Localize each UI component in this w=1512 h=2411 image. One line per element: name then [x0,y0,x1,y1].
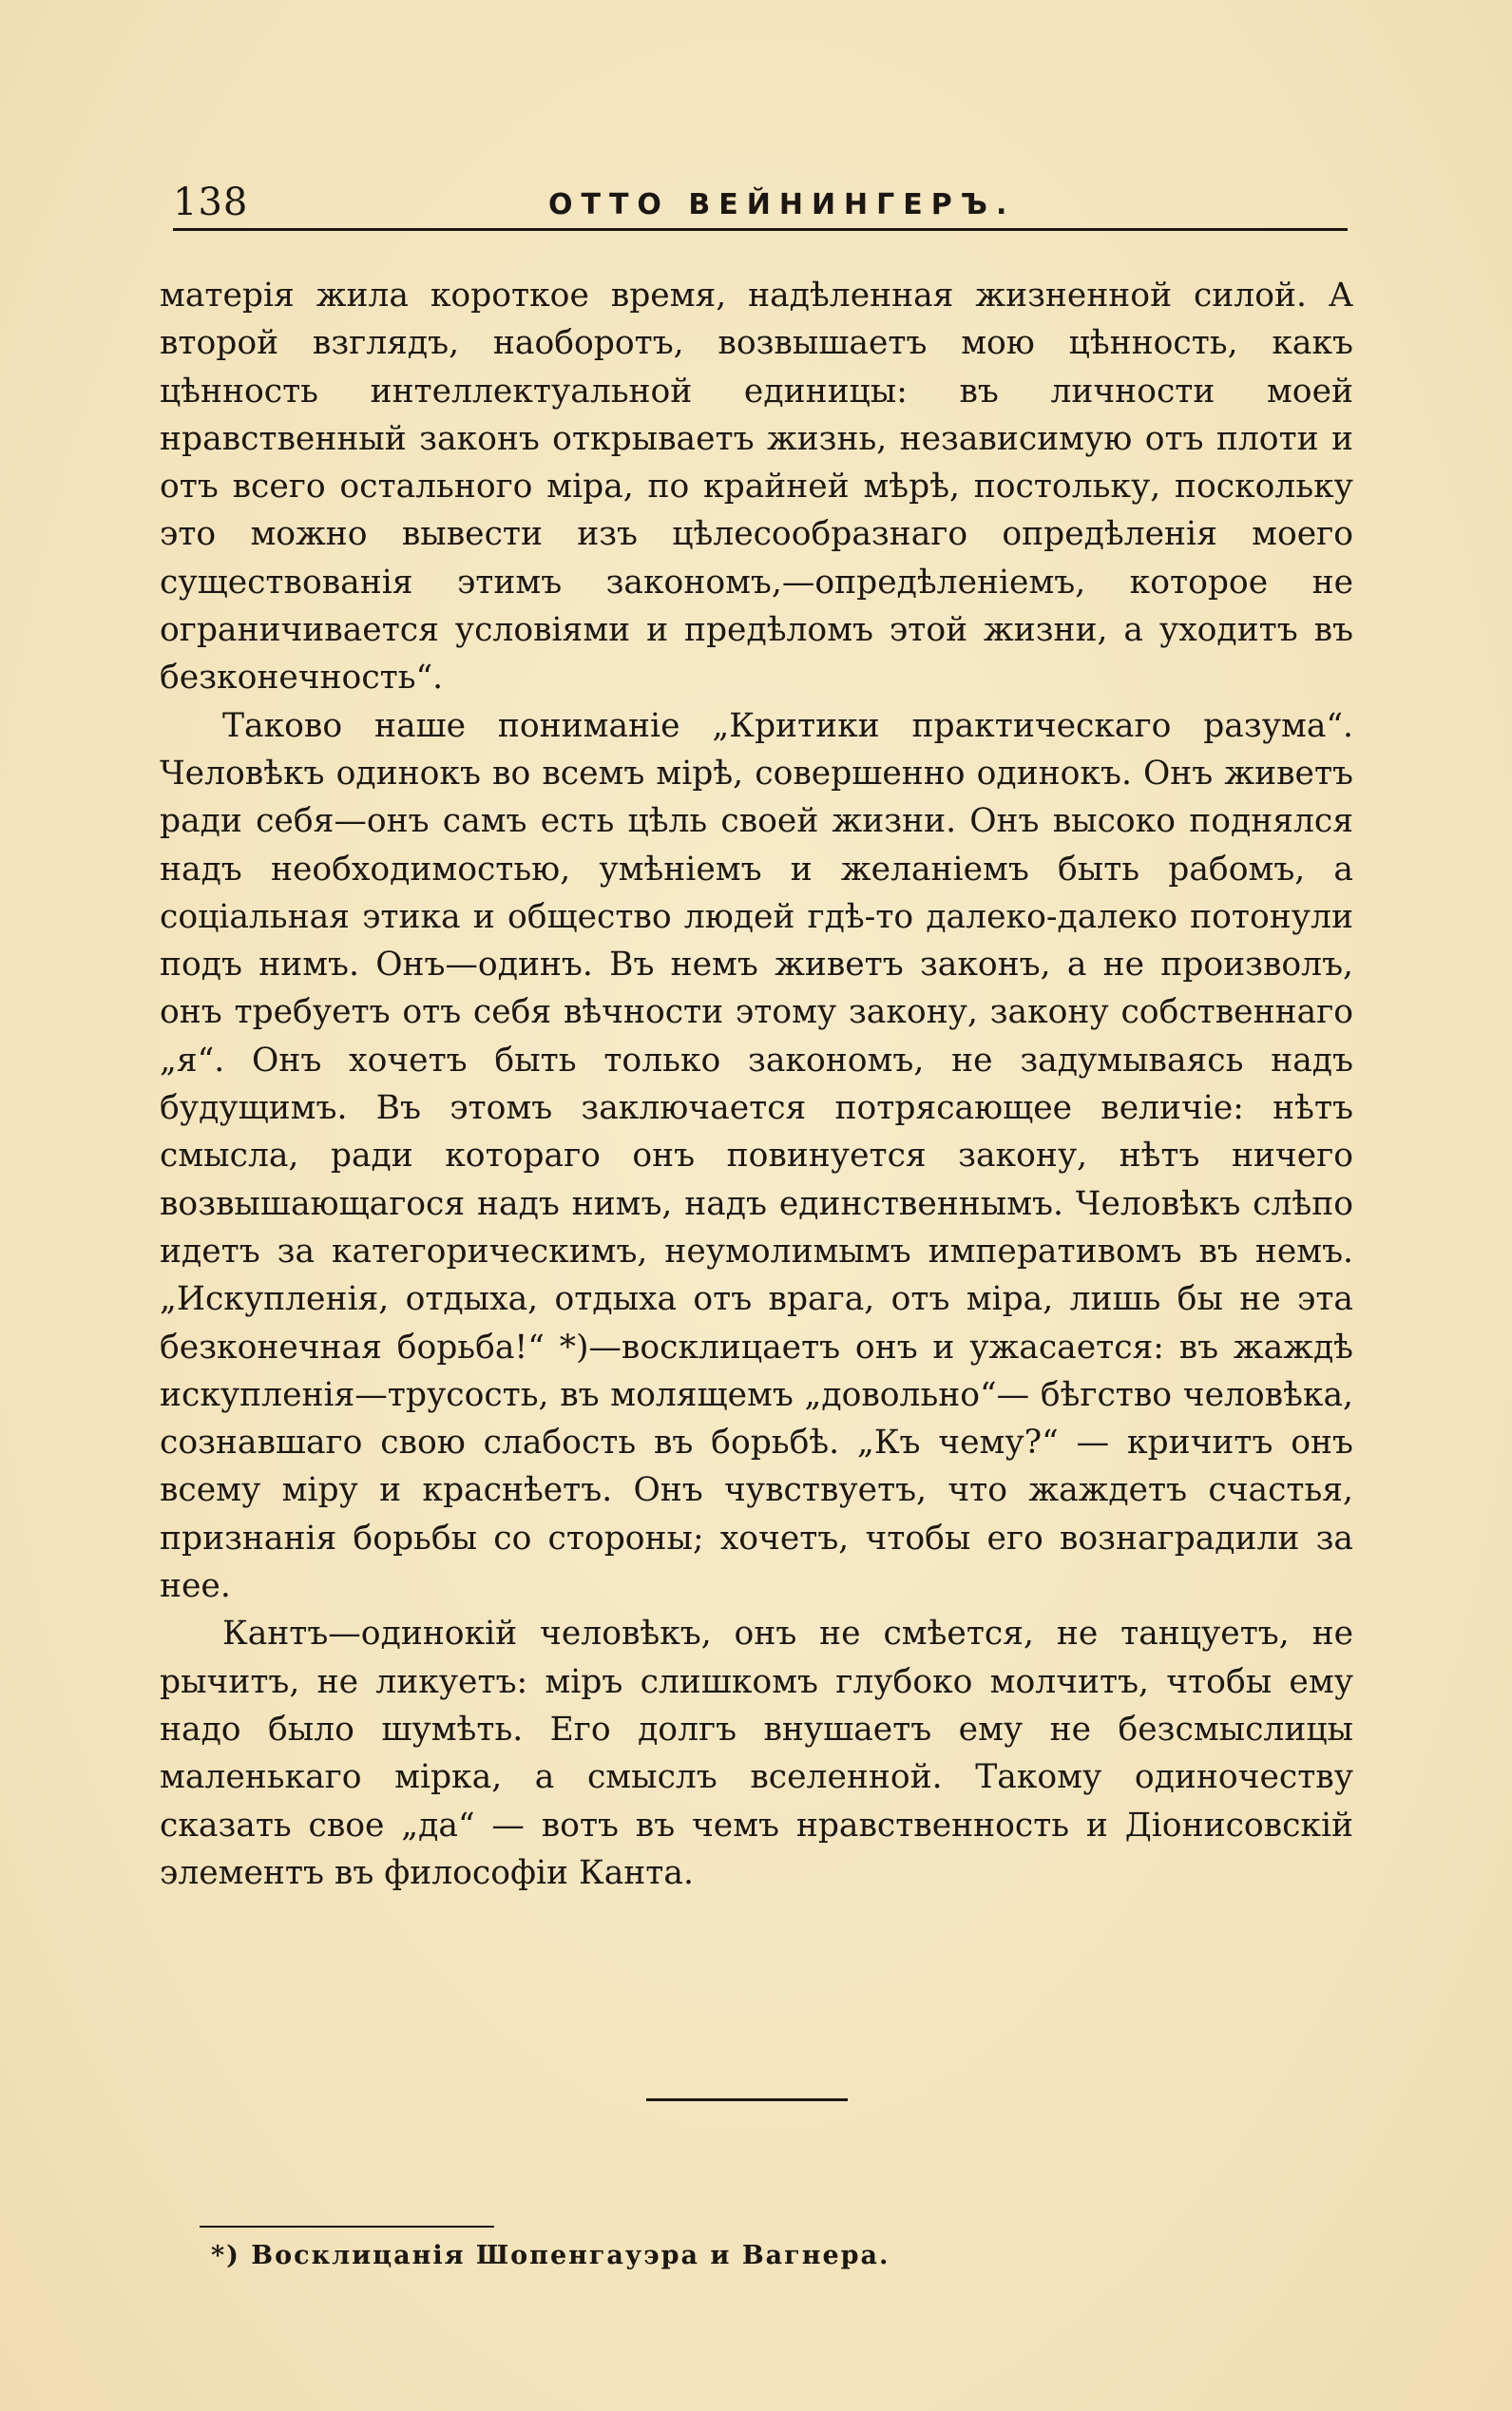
header-rule [173,228,1348,231]
section-divider [646,2098,848,2101]
body-text [160,272,1353,1897]
paragraph-critique: Таково наше пониманіе „Критики практическаго разума“. Человѣкъ одинокъ во всемъ мірѣ, совершенно одинокъ. Онъ живетъ ради себя—онъ самъ есть цѣль своей жизни. Онъ высоко поднялся надъ необходимостью, умѣніемъ и желаніемъ быть рабомъ, а соціальная этика и общество людей гдѣ-то далеко-далеко потонули подъ нимъ. Онъ—одинъ. Въ немъ живетъ законъ, а не произволъ, онъ требуетъ отъ себя вѣчности этому закону, закону собственнаго „я“. Онъ хочетъ быть только закономъ, не задумываясь надъ будущимъ. Въ этомъ заключается потрясающее величіе: нѣтъ смысла, ради котораго онъ повинуется закону, нѣтъ ничего возвышающагося надъ нимъ, надъ единственнымъ. Человѣкъ слѣпо идетъ за категорическимъ, неумолимымъ императивомъ въ немъ. „Искупленія, отдыха, отдыха отъ врага, отъ міра, лишь бы не эта безконечная борьба!“ *)—восклицаетъ онъ и ужасается: въ жаждѣ искупленія—трусость, въ молящемъ „довольно“— бѣгство человѣка, сознавшаго свою слабость въ борьбѣ. „Къ чему?“ — кричитъ онъ всему міру и краснѣетъ. Онъ чувствуетъ, что жаждетъ счастья, признанія борьбы со стороны; хочетъ, чтобы его вознаградили за нее. [160,706,1353,1606]
footnote-rule [200,2226,494,2228]
page-number: 138 [173,181,249,224]
running-title: ОТТО ВЕЙНИНГЕРЪ. [548,188,1016,221]
paragraph-kant: Кантъ—одинокій человѣкъ, онъ не смѣется, не танцуетъ, не рычитъ, не ликуетъ: міръ слишкомъ глубоко молчитъ, чтобы ему надо было шумѣть. Его долгъ внушаетъ ему не безсмыслицы маленькаго мірка, а смыслъ вселенной. Такому одиночеству сказать свое „да“ — вотъ въ чемъ нравственность и Діонисовскій элементъ въ философіи Канта. [160,1615,1353,1892]
page-header [173,181,1348,228]
paragraph-continued: матерія жила короткое время, надѣленная жизненной силой. А второй взглядъ, наоборотъ, возвышаетъ мою цѣнность, какъ цѣнность интеллектуальной единицы: въ личности моей нравственный законъ открываетъ жизнь, независимую отъ плоти и отъ всего остального міра, по крайней мѣрѣ, постольку, поскольку это можно вывести изъ цѣлесообразнаго опредѣленія моего существованія этимъ закономъ,—опредѣленіемъ, которое не ограничивается условіями и предѣломъ этой жизни, а уходитъ въ безконечность“. [160,277,1353,698]
footnote: *) Восклицанія Шопенгауэра и Вагнера. [211,2241,890,2270]
